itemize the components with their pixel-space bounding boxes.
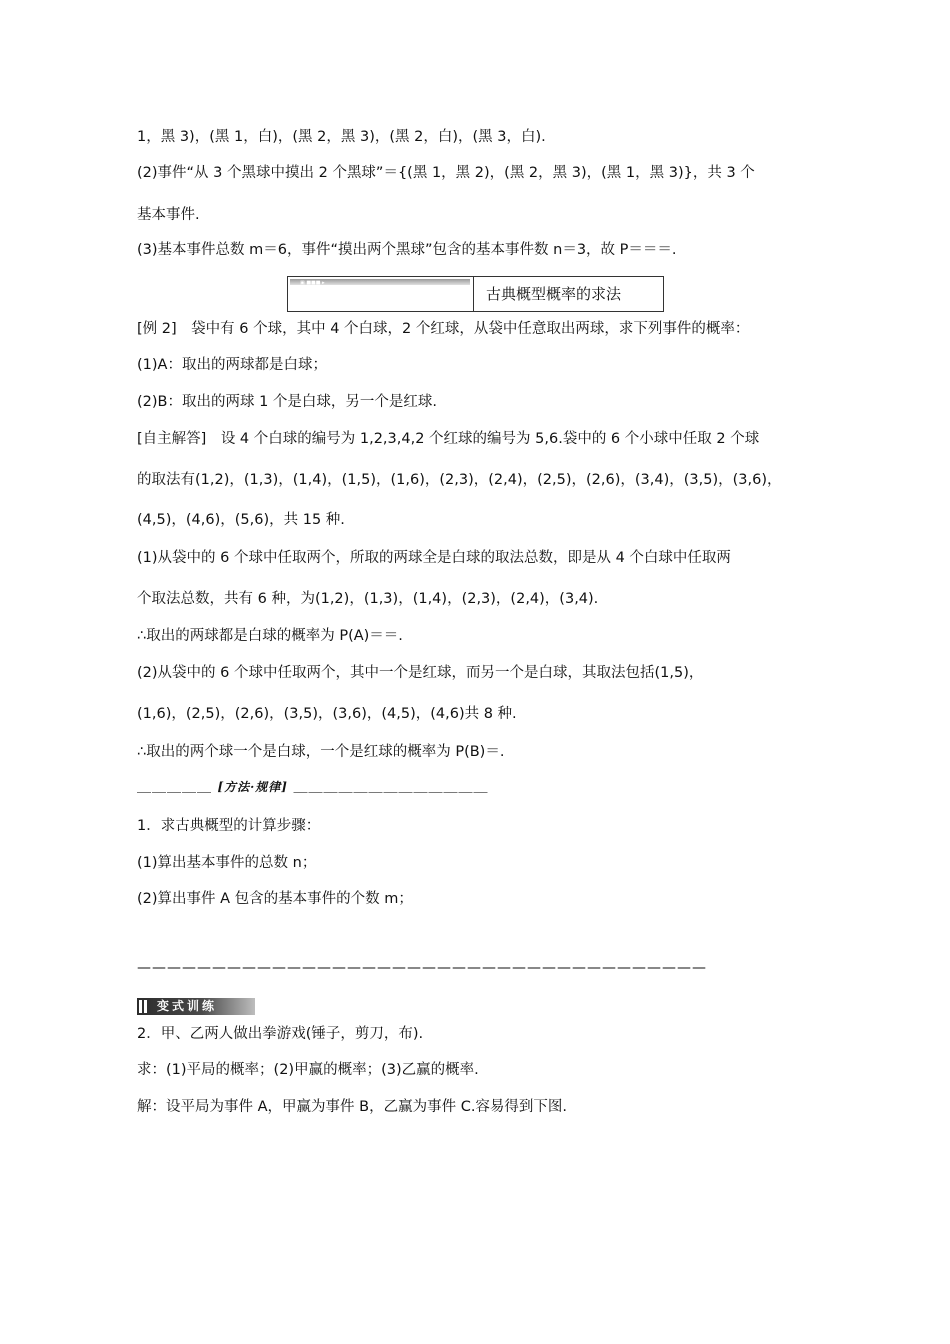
exercise-2-solution: 解：设平局为事件 A，甲赢为事件 B，乙赢为事件 C.容易得到下图. bbox=[137, 1099, 568, 1115]
heading-box-strip-text: ▣ ■■■ ▸ bbox=[300, 280, 325, 286]
solution-line-6: ∴取出的两球都是白球的概率为 P(A)＝＝. bbox=[137, 628, 403, 644]
step-2: (2)算出事件 A 包含的基本事件的个数 m； bbox=[137, 891, 413, 907]
text-line-3: 基本事件. bbox=[137, 207, 200, 223]
exercise-2-prompt: 2．甲、乙两人做出拳游戏(锤子，剪刀，布). bbox=[137, 1026, 424, 1042]
example-2-event-b: (2)B：取出的两球 1 个是白球，另一个是红球. bbox=[137, 394, 438, 410]
solution-line-1: [自主解答] 设 4 个白球的编号为 1,2,3,4,2 个红球的编号为 5,6.袋中的 6 个小球中任取 2 个球 bbox=[137, 431, 760, 447]
heading-box-left-cell bbox=[288, 277, 474, 311]
method-left-dashes: ＿＿＿＿＿ bbox=[137, 779, 212, 795]
text-line-4: (3)基本事件总数 m＝6，事件“摸出两个黑球”包含的基本事件数 n＝3，故 P＝＝＝. bbox=[137, 242, 677, 258]
solution-line-5: 个取法总数，共有 6 种，为(1,2)，(1,3)，(1,4)，(2,3)，(2,4)，(3,4). bbox=[137, 591, 599, 607]
method-label: [方法·规律] bbox=[217, 780, 288, 794]
solution-line-3: (4,5)，(4,6)，(5,6)，共 15 种. bbox=[137, 512, 345, 528]
method-rule-header bbox=[137, 776, 488, 796]
variant-training-banner bbox=[137, 998, 255, 1015]
section-heading-title: 古典概型概率的求法 bbox=[486, 285, 622, 303]
example-2-prompt: [例 2] 袋中有 6 个球，其中 4 个白球，2 个红球，从袋中任意取出两球，求下列事件的概率： bbox=[137, 321, 750, 337]
solution-line-2: 的取法有(1,2)，(1,3)，(1,4)，(1,5)，(1,6)，(2,3)，(2,4)，(2,5)，(2,6)，(3,4)，(3,5)，(3,6)， bbox=[137, 472, 782, 488]
heading-box-strip bbox=[290, 279, 470, 285]
solution-line-7: (2)从袋中的 6 个球中任取两个，其中一个是红球，而另一个是白球，其取法包括(1,5)， bbox=[137, 665, 704, 681]
example-2-event-a: (1)A：取出的两球都是白球； bbox=[137, 357, 327, 373]
section-heading-box bbox=[287, 276, 664, 312]
step-1: (1)算出基本事件的总数 n； bbox=[137, 855, 317, 871]
text-line-1: 1，黑 3)，(黑 1，白)，(黑 2，黑 3)，(黑 2，白)，(黑 3，白). bbox=[137, 129, 546, 145]
section-divider: —————————————————————————————————————— bbox=[137, 960, 707, 976]
method-right-dashes: ＿＿＿＿＿＿＿＿＿＿＿＿＿ bbox=[293, 779, 489, 795]
banner-bars-icon bbox=[139, 1000, 147, 1013]
solution-line-8: (1,6)，(2,5)，(2,6)，(3,5)，(3,6)，(4,5)，(4,6)共 8 种. bbox=[137, 706, 517, 722]
solution-line-9: ∴取出的两个球一个是白球，一个是红球的概率为 P(B)＝. bbox=[137, 744, 505, 760]
step-title: 1．求古典概型的计算步骤： bbox=[137, 818, 321, 834]
solution-line-4: (1)从袋中的 6 个球中任取两个，所取的两球全是白球的取法总数，即是从 4 个白球中任取两 bbox=[137, 550, 731, 566]
exercise-2-question: 求：(1)平局的概率；(2)甲赢的概率；(3)乙赢的概率. bbox=[137, 1062, 479, 1078]
banner-label: 变式训练 bbox=[157, 999, 218, 1013]
text-line-2: (2)事件“从 3 个黑球中摸出 2 个黑球”＝{(黑 1，黑 2)，(黑 2，黑 3)，(黑 1，黑 3)}，共 3 个 bbox=[137, 165, 755, 181]
